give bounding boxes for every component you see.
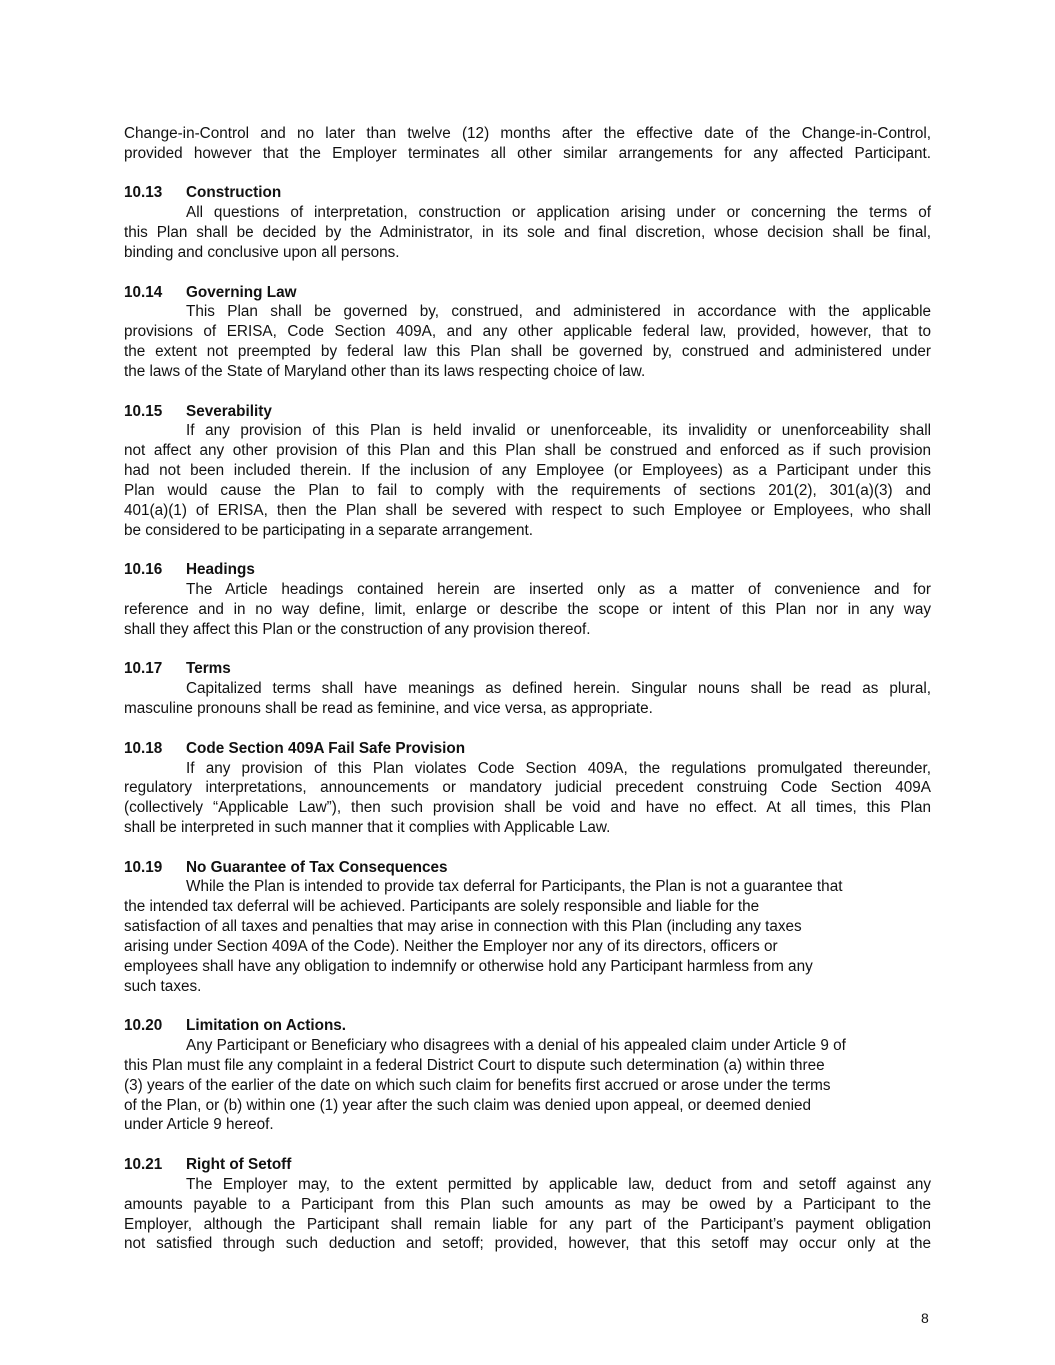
section-title: Governing Law [186,283,297,301]
paragraph-line: provisions of ERISA, Code Section 409A, and any other applicable federal law, provided, however, that to [124,323,931,341]
paragraph-line: Plan would cause the Plan to fail to comply with the requirements of sections 201(2), 301(a)(3) and [124,481,931,499]
section-heading [124,1155,931,1175]
section-heading [124,183,931,203]
paragraph-line: arising under Section 409A of the Code). Neither the Employer nor any of its directors, officers or [124,937,778,955]
paragraph-line: had not been included therein. If the inclusion of any Employee (or Employees) as a Participant under this [124,462,931,480]
paragraph-line: the intended tax deferral will be achieved. Participants are solely responsible and liable for the [124,898,760,916]
paragraph-line: All questions of interpretation, construction or application arising under or concerning the terms of [186,204,931,222]
paragraph-line: satisfaction of all taxes and penalties that may arise in connection with this Plan (including any taxes [124,918,802,936]
paragraph-line: the extent not preempted by federal law this Plan shall be governed by, construed and administered under [124,343,931,361]
section-number: 10.21 [124,1156,163,1174]
paragraph-line: this Plan shall be decided by the Administrator, in its sole and final discretion, whose decision shall be final, [124,224,931,242]
paragraph-line: not affect any other provision of this Plan and this Plan shall be construed and enforced as if such provision [124,442,931,460]
section-title: Terms [186,660,231,678]
section-number: 10.16 [124,561,163,579]
paragraph-line: (3) years of the earlier of the date on which such claim for benefits first accrued or arose under the terms [124,1076,831,1094]
paragraph-line: Change-in-Control and no later than twelve (12) months after the effective date of the Change-in-Control, [124,125,931,142]
paragraph-line: be considered to be participating in a separate arrangement. [124,521,534,539]
section-number: 10.17 [124,660,163,678]
section-number: 10.19 [124,858,163,876]
section-number: 10.13 [124,184,163,202]
section-title: Headings [186,561,255,579]
section-heading [124,560,931,580]
paragraph-line: under Article 9 hereof. [124,1116,274,1134]
paragraph-line: (collectively “Applicable Law”), then such provision shall be void and have no effect. At all times, this Plan [124,799,931,817]
paragraph-line: employees shall have any obligation to indemnify or otherwise hold any Participant harmless from any [124,957,813,975]
paragraph-line: amounts payable to a Participant from this Plan such amounts as may be owed by a Participant to the [124,1195,931,1213]
section-heading [124,402,931,422]
paragraph-line: masculine pronouns shall be read as feminine, and vice versa, as appropriate. [124,700,653,718]
paragraph-line: 401(a)(1) of ERISA, then the Plan shall be severed with respect to such Employee or Employees, who shall [124,501,931,519]
paragraph-line: If any provision of this Plan violates Code Section 409A, the regulations promulgated thereunder, [186,759,931,777]
spacer [124,640,931,660]
paragraph-line: shall be interpreted in such manner that it complies with Applicable Law. [124,818,611,836]
page-number: 8 [921,1310,929,1326]
section-number: 10.20 [124,1017,163,1035]
section-title: Code Section 409A Fail Safe Provision [186,739,466,757]
spacer [124,263,931,283]
section-heading [124,858,931,878]
paragraph-line: provided however that the Employer terminates all other similar arrangements for any affected Participant. [124,144,931,162]
paragraph-line: reference and in no way define, limit, enlarge or describe the scope or intent of this Plan nor in any way [124,600,931,618]
section-title: Severability [186,402,272,420]
paragraph-line: the laws of the State of Maryland other than its laws respecting choice of law. [124,362,646,380]
section-title: Right of Setoff [186,1156,292,1174]
document-body [124,124,931,1254]
paragraph-line: If any provision of this Plan is held invalid or unenforceable, its invalidity or unenforceability shall [186,422,931,440]
spacer [124,540,931,560]
paragraph-line: binding and conclusive upon all persons. [124,243,400,261]
section-number: 10.18 [124,739,163,757]
section-heading [124,739,931,759]
spacer [124,996,931,1016]
paragraph-line: shall they affect this Plan or the construction of any provision thereof. [124,620,591,638]
section-title: No Guarantee of Tax Consequences [186,858,448,876]
spacer [124,838,931,858]
paragraph-line: regulatory interpretations, announcements or mandatory judicial precedent construing Code Section 409A [124,779,931,797]
paragraph-line: such taxes. [124,977,202,995]
paragraph-line: Any Participant or Beneficiary who disagrees with a denial of his appealed claim under Article 9 of [186,1037,846,1055]
paragraph-line: The Article headings contained herein are inserted only as a matter of convenience and for [186,581,931,599]
section-heading [124,1016,931,1036]
spacer [124,1135,931,1155]
section-title: Construction [186,184,282,202]
spacer [124,164,931,184]
paragraph-line: Capitalized terms shall have meanings as defined herein. Singular nouns shall be read as plural, [186,680,931,698]
paragraph-line: This Plan shall be governed by, construed, and administered in accordance with the applicable [186,303,931,321]
paragraph-line: this Plan must file any complaint in a federal District Court to dispute such determination (a) within three [124,1056,825,1074]
section-title: Limitation on Actions. [186,1017,347,1035]
paragraph-line: The Employer may, to the extent permitted by applicable law, deduct from and setoff against any [186,1175,931,1193]
paragraph-line: not satisfied through such deduction and setoff; provided, however, that this setoff may occur only at the [124,1235,931,1253]
paragraph-line: of the Plan, or (b) within one (1) year after the such claim was denied upon appeal, or deemed denied [124,1096,812,1114]
section-heading [124,283,931,303]
section-number: 10.14 [124,283,163,301]
paragraph-line: Employer, although the Participant shall remain liable for any part of the Participant’s payment obligation [124,1215,931,1233]
section-number: 10.15 [124,402,163,420]
paragraph-line: While the Plan is intended to provide tax deferral for Participants, the Plan is not a guarantee that [186,878,843,896]
spacer [124,382,931,402]
spacer [124,719,931,739]
section-heading [124,659,931,679]
